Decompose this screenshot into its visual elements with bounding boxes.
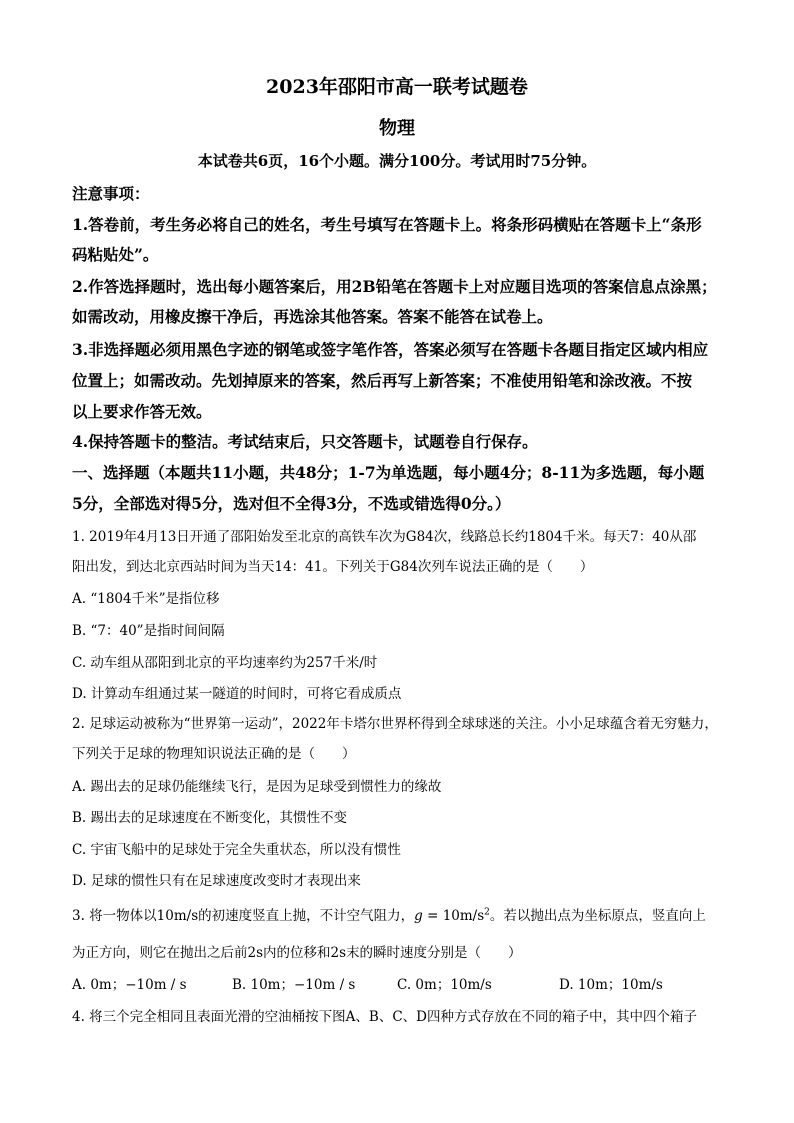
note-1-line-2: 码粘贴处”。 bbox=[72, 245, 159, 264]
notes-heading: 注意事项： bbox=[72, 184, 150, 203]
question-3-line-2: 为正方向，则它在抛出之后前2s内的位移和2s末的瞬时速度分别是（ ） bbox=[72, 945, 522, 961]
note-4-line-1: 4.保持答题卡的整洁。考试结束后，只交答题卡，试题卷自行保存。 bbox=[72, 432, 538, 451]
gravity-formula bbox=[414, 908, 490, 924]
question-1-option-d: D. 计算动车组通过某一隧道的时间时，可将它看成质点 bbox=[72, 686, 402, 702]
question-3-text-b: 。若以抛出点为坐标原点，竖直向上 bbox=[489, 908, 706, 924]
question-1-option-b: B. “7：40”是指时间间隔 bbox=[72, 623, 225, 639]
section-heading-line-2: 5分，全部选对得5分，选对但不全得3分，不选或错选得0分。） bbox=[72, 494, 511, 513]
note-3-line-1: 3.非选择题必须用黑色字迹的钢笔或签字笔作答，答案必须写在答题卡各题目指定区域内相应 bbox=[72, 340, 709, 359]
question-1-line-1: 1. 2019年4月13日开通了邵阳始发至北京的高铁车次为G84次，线路总长约1804千米。每天7：40从邵 bbox=[72, 529, 697, 545]
subject-title: 物理 bbox=[379, 118, 415, 139]
question-3-option-c: C. 0m；10m/s bbox=[397, 977, 492, 993]
question-4-line-1: 4. 将三个完全相同且表面光滑的空油桶按下图A、B、C、D四种方式存放在不同的箱子中，其中四个箱子 bbox=[72, 1009, 697, 1025]
question-2-line-1: 2. 足球运动被称为“世界第一运动”，2022年卡塔尔世界杯得到全球球迷的关注。小小足球蕴含着无穷魅力， bbox=[72, 716, 718, 732]
question-2-option-c: C. 宇宙飞船中的足球处于完全失重状态，所以没有惯性 bbox=[72, 842, 401, 858]
question-2-line-2: 下列关于足球的物理知识说法正确的是（ ） bbox=[72, 746, 356, 762]
exam-info: 本试卷共6页，16个小题。满分100分。考试用时75分钟。 bbox=[197, 152, 597, 170]
question-3-text-a: 3. 将一物体以10m/s的初速度竖直上抛，不计空气阻力， bbox=[72, 908, 415, 924]
question-2-option-d: D. 足球的惯性只有在足球速度改变时才表现出来 bbox=[72, 873, 361, 889]
gravity-symbol: g bbox=[414, 908, 423, 924]
gravity-exponent: 2 bbox=[484, 907, 490, 918]
section-heading-line-1: 一、选择题（本题共11小题，共48分；1-7为单选题，每小题4分；8-11为多选题，每小题 bbox=[72, 463, 705, 482]
note-1-line-1: 1.答卷前，考生务必将自己的姓名，考生号填写在答题卡上。将条形码横贴在答题卡上“条形 bbox=[72, 215, 702, 234]
note-2-line-2: 如需改动，用橡皮擦干净后，再选涂其他答案。答案不能答在试卷上。 bbox=[72, 307, 553, 326]
note-3-line-2: 位置上；如需改动。先划掉原来的答案，然后再写上新答案；不准使用铅笔和涂改液。不按 bbox=[72, 371, 693, 390]
question-3-option-b: B. 10m；−10m / s bbox=[232, 977, 356, 993]
question-3-option-d: D. 10m；10m/s bbox=[559, 977, 663, 993]
exam-title: 2023年邵阳市高一联考试题卷 bbox=[266, 76, 528, 98]
question-2-option-b: B. 踢出去的足球速度在不断变化，其惯性不变 bbox=[72, 810, 348, 826]
question-2-option-a: A. 踢出去的足球仍能继续飞行，是因为足球受到惯性力的缘故 bbox=[72, 779, 442, 795]
question-3-option-a: A. 0m；−10m / s bbox=[72, 977, 187, 993]
note-3-line-3: 以上要求作答无效。 bbox=[72, 402, 212, 421]
question-1-option-a: A. “1804千米”是指位移 bbox=[72, 591, 220, 607]
note-2-line-1: 2.作答选择题时，选出每小题答案后，用2B铅笔在答题卡上对应题目选项的答案信息点涂黑； bbox=[72, 277, 717, 296]
question-3-line-1 bbox=[72, 904, 706, 924]
question-1-option-c: C. 动车组从邵阳到北京的平均速率约为257千米/时 bbox=[72, 655, 378, 671]
gravity-value: = 10m/s bbox=[422, 908, 485, 924]
question-1-line-2: 阳出发，到达北京西站时间为当天14：41。下列关于G84次列车说法正确的是（ ） bbox=[72, 559, 594, 575]
question-3-options bbox=[72, 973, 732, 993]
